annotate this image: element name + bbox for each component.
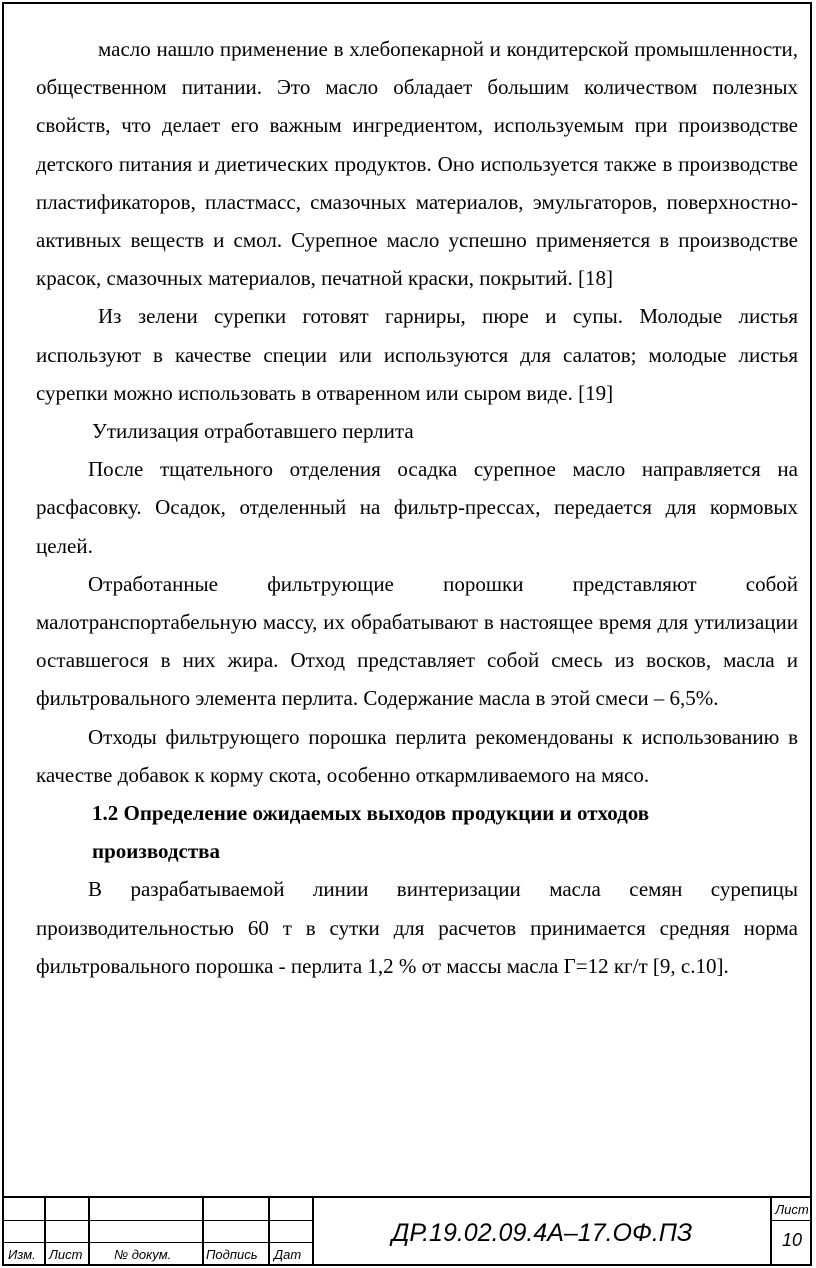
sheet-label: Лист <box>775 1202 809 1217</box>
stamp-divider <box>268 1198 270 1266</box>
paragraph-filter-powder-norm: В разрабатываемой линии винтеризации масла семян сурепицы производительностью 60 т в сутки для расчетов принимается средняя норма фильтровального порошка - перлита 1,2 % от массы масла Г=12 кг/т [9, с.10]. <box>36 877 798 978</box>
stamp-divider <box>88 1198 90 1266</box>
subheading-perlite-utilization: Утилизация отработавшего перлита <box>92 419 414 444</box>
document-code: ДР.19.02.09.4А–17.ОФ.ПЗ <box>391 1218 693 1247</box>
stamp-divider <box>44 1198 46 1266</box>
stamp-divider <box>202 1198 204 1266</box>
paragraph-sediment-separation: После тщательного отделения осадка сурепное масло направляется на расфасовку. Осадок, отделенный на фильтр-прессах, передается для кормовых целей. <box>36 457 798 558</box>
sheet-number: 10 <box>781 1230 803 1250</box>
paragraph-oil-applications: масло нашло применение в хлебопекарной и кондитерской промышленности, общественном питании. Это масло обладает большим количеством полезных свойств, что делает его важным ингредиентом, используемым при производстве детского питания и диетических продуктов. Оно используется также в производстве пластификаторов, пластмасс, смазочных материалов, эмульгаторов, поверхностно-активных веществ и смол. Сурепное масло успешно применяется в производстве красок, смазочных материалов, печатной краски, покрытий. [18] <box>36 37 798 291</box>
section-heading <box>36 794 798 870</box>
stamp-label-podpis: Подпись <box>206 1247 258 1262</box>
paragraph-perlite-waste-feed: Отходы фильтрующего порошка перлита рекомендованы к использованию в качестве добавок к корму скота, особенно откармливаемого на мясо. <box>36 724 798 787</box>
paragraph-greens-usage: Из зелени сурепки готовят гарниры, пюре и супы. Молодые листья используют в качестве специи или используются для салатов; молодые листья сурепки можно использовать в отваренном или сыром виде. [19] <box>36 304 798 405</box>
stamp-label-dokum: № докум. <box>114 1247 172 1262</box>
title-block <box>2 1196 812 1266</box>
stamp-label-izm: Изм. <box>8 1247 36 1262</box>
stamp-row-line <box>770 1220 812 1221</box>
section-heading-line-1: 1.2 Определение ожидаемых выходов продукции и отходов <box>92 801 650 826</box>
document-body <box>36 30 798 985</box>
paragraph-spent-powders: Отработанные фильтрующие порошки представляют собой малотранспортабельную массу, их обрабатывают в настоящее время для утилизации оставшегося в них жира. Отход представляет собой смесь из восков, масла и фильтровального элемента перлита. Содержание масла в этой смеси – 6,5%. <box>36 571 798 711</box>
section-heading-line-2: производства <box>92 839 221 864</box>
stamp-label-data: Дат <box>274 1247 302 1262</box>
stamp-row-line <box>2 1242 312 1243</box>
stamp-label-list: Лист <box>49 1247 83 1262</box>
stamp-row-line <box>2 1220 312 1221</box>
